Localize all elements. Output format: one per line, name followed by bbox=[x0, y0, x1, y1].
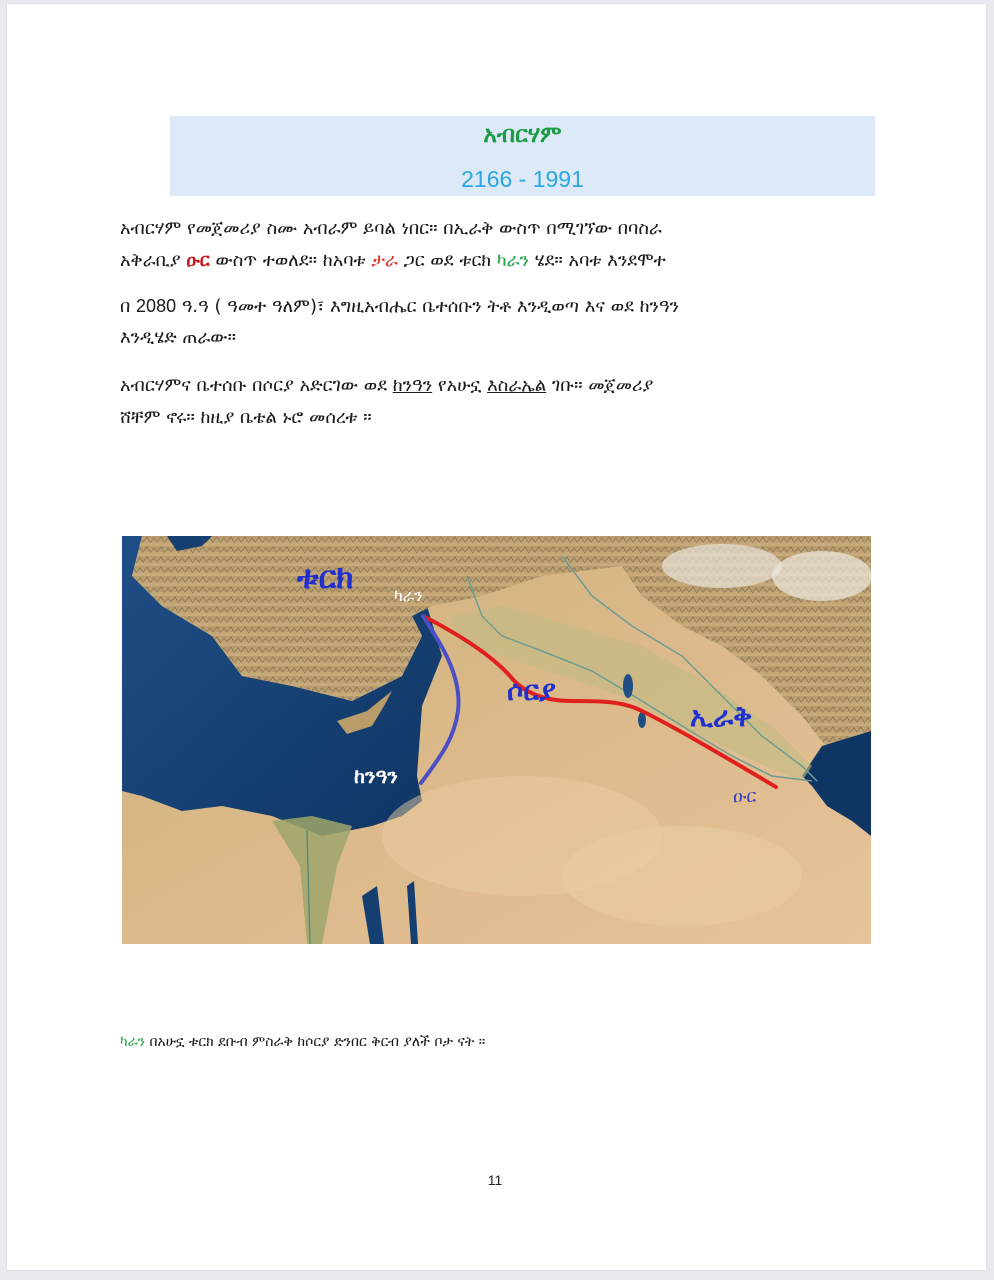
caption-text: በአሁኗ ቱርክ ደቡብ ምስራቅ ከሶርያ ድንበር ቅርብ ያለች ቦታ ናት ። bbox=[145, 1034, 486, 1050]
label-syria: ሶርያ bbox=[507, 674, 556, 707]
label-iraq: ኢራቅ bbox=[690, 700, 753, 733]
highlight-haran: ካራን bbox=[496, 250, 530, 271]
label-canaan: ከንዓን bbox=[354, 764, 398, 788]
paragraph-line: አብርሃም የመጀመሪያ ስሙ አብራም ይባል ነበር። በኢራቅ ውስጥ በሚገኘው በባስራ bbox=[120, 218, 662, 239]
text-segment: ውስጥ ተወለደ። ከአባቱ bbox=[209, 250, 372, 271]
title-banner bbox=[170, 116, 875, 196]
text-segment: በ bbox=[120, 296, 137, 317]
text-segment: ዓ.ዓ ( ዓመተ ዓለም)፣ እግዚአብሔር ቤተሰቡን ትቶ እንዲወጣ እና ወደ ከንዓን bbox=[176, 296, 680, 317]
paragraph-line bbox=[120, 245, 890, 277]
paragraph-line: ሸቸም ኖሩ። ከዚያ ቤቴል ኑሮ መሰረቱ ። bbox=[120, 407, 372, 428]
underlined-israel: እስራኤል bbox=[487, 375, 547, 396]
page-title: አብርሃም bbox=[483, 122, 562, 148]
highlight-terah: ታራ bbox=[371, 250, 398, 271]
year-number: 2080 bbox=[136, 296, 177, 316]
label-haran: ካራን bbox=[394, 586, 423, 605]
paragraph-journey bbox=[120, 370, 890, 434]
paragraph-calling bbox=[120, 290, 890, 354]
text-segment: የአሁኗ bbox=[432, 375, 488, 396]
text-segment: ጋር ወደ ቱርክ bbox=[397, 250, 497, 271]
text-segment: ገቡ። መጀመሪያ bbox=[546, 375, 654, 396]
paragraph-birth bbox=[120, 213, 890, 277]
highlight-ur: ዑር bbox=[186, 250, 210, 271]
text-segment: አቅራቢያ bbox=[120, 250, 187, 271]
text-segment: አብርሃምና ቤተሰቡ በሶርያ አድርገው ወደ bbox=[120, 375, 393, 396]
map-caption bbox=[120, 1034, 485, 1050]
paragraph-line bbox=[120, 290, 890, 322]
page-number: 11 bbox=[487, 1172, 503, 1188]
text-segment: ሄደ። አባቱ እንደሞተ bbox=[529, 250, 666, 271]
underlined-canaan: ከንዓን bbox=[392, 375, 433, 396]
title-years: 2166 - 1991 bbox=[461, 166, 584, 192]
label-turkey: ቱርክ bbox=[297, 558, 354, 596]
label-ur: ዑር bbox=[733, 786, 757, 807]
route-map bbox=[122, 536, 871, 944]
paragraph-line bbox=[120, 370, 890, 402]
caption-haran: ካራን bbox=[120, 1034, 146, 1050]
map-terrain bbox=[122, 536, 871, 944]
paragraph-line: እንዲሄድ ጠራው። bbox=[120, 327, 236, 348]
